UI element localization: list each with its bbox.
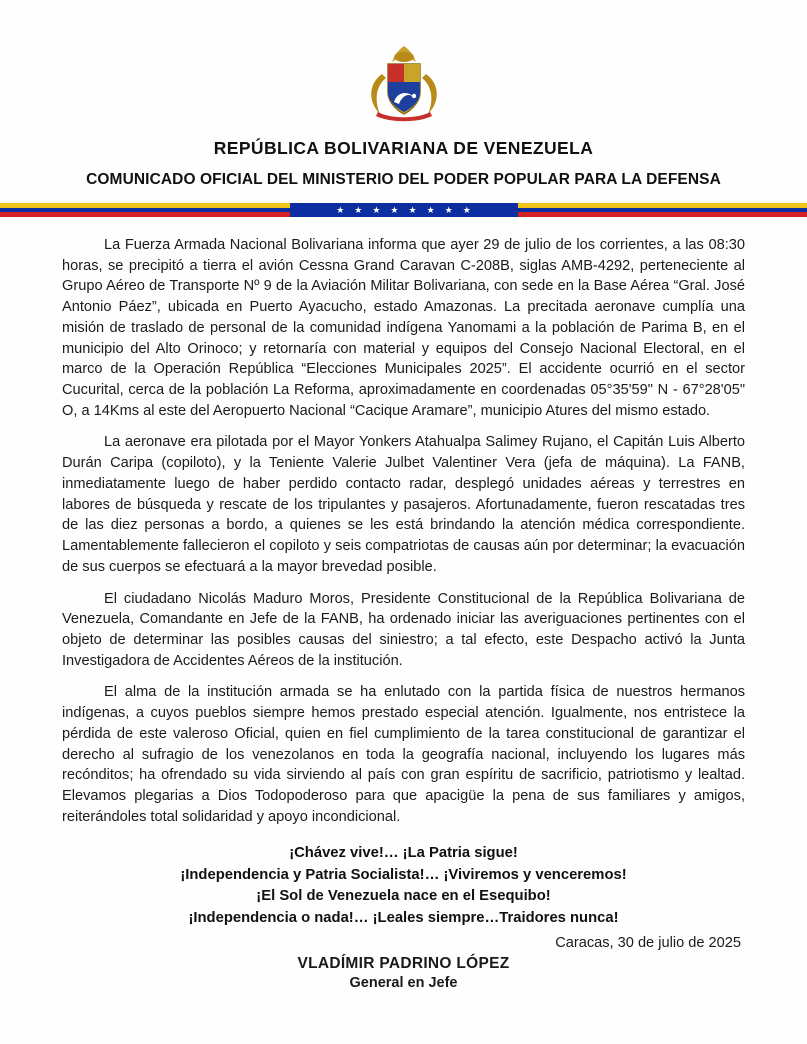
- signature-block: [62, 955, 745, 991]
- signer-rank: General en Jefe: [349, 975, 458, 992]
- star-icon: ★: [444, 204, 453, 215]
- star-icon: ★: [390, 204, 399, 215]
- signer-name: VLADÍMIR PADRINO LÓPEZ: [297, 955, 510, 973]
- slogan-line: ¡El Sol de Venezuela nace en el Esequibo!: [256, 888, 551, 905]
- paragraph: El ciudadano Nicolás Maduro Moros, Presidente Constitucional de la República Bolivariana de Venezuela, Comandante en Jefe de la FANB, ha ordenado iniciar las averiguaciones pertinentes con el objeto de determinar las posibles causas del siniestro; a tal efecto, este Despacho activó la Junta Investigadora de Accidentes Aéreos de la institución.: [62, 590, 745, 669]
- flag-band-stars: [290, 203, 518, 217]
- dateline: Caracas, 30 de julio de 2025: [555, 935, 741, 952]
- star-icon: ★: [336, 204, 345, 215]
- document-header: [0, 138, 807, 189]
- star-icon: ★: [462, 204, 471, 215]
- star-icon: ★: [354, 204, 363, 215]
- star-icon: ★: [426, 204, 435, 215]
- venezuela-coat-of-arms-icon: [358, 40, 450, 126]
- slogan-line: ¡Chávez vive!… ¡La Patria sigue!: [289, 845, 518, 862]
- flag-band-left: [0, 203, 290, 217]
- slogan-line: ¡Independencia y Patria Socialista!… ¡Viviremos y venceremos!: [180, 866, 627, 883]
- flag-band-right: [518, 203, 807, 217]
- slogan-line: ¡Independencia o nada!… ¡Leales siempre…Traidores nunca!: [188, 909, 619, 926]
- paragraph: La Fuerza Armada Nacional Bolivariana informa que ayer 29 de julio de los corrientes, a las 08:30 horas, se precipitó a tierra el avión Cessna Grand Caravan C-208B, siglas AMB-4292, perteneciente al Grupo Aéreo de Transporte Nº 9 de la Aviación Militar Bolivariana, con sede en la Base Aérea “Gral. José Antonio Páez”, ubicada en Puerto Ayacucho, estado Amazonas. La precitada aeronave cumplía una misión de traslado de personal de la comunidad indígena Yanomami a la población de Parima B, en el municipio del Alto Orinoco; y retornaría con material y equipos del Consejo Nacional Electoral, en el marco de la Operación República “Elecciones Municipales 2025”. El accidente ocurrió en el sector Cucurital, cerca de la población La Reforma, aproximadamente en coordenadas 05°35'59" N - 67°28'05" O, a 14Kms al este del Aeropuerto Nacional “Cacique Aramare”, municipio Atures del mismo estado.: [62, 237, 745, 419]
- document-body: [0, 217, 807, 991]
- paragraph: El alma de la institución armada se ha enlutado con la partida física de nuestros hermanos indígenas, a cuyos pueblos siempre hemos prestado especial atención. Igualmente, nos entristece la pérdida de este valeroso Oficial, quien en fiel cumplimiento de la tarea constitucional de garantizar el derecho al sufragio de los venezolanos en toda la geografía nacional, incluyendo los lugares más recónditos; ha ofrendado su vida sirviendo al país con gran espíritu de sacrificio, patriotismo y lealtad. Elevamos plegarias a Dios Todopoderoso para que apacigüe la pena de sus familiares y amigos, reiterándoles total solidaridad y apoyo incondicional.: [62, 684, 745, 825]
- paragraph: La aeronave era pilotada por el Mayor Yonkers Atahualpa Salimey Rujano, el Capitán Luis Alberto Durán Caripa (copiloto), y la Teniente Valerie Julbet Valentiner Vera (jefa de máquina). La FANB, inmediatamente luego de haber perdido contacto radar, desplegó unidades aéreas y terrestres en labores de búsqueda y rescate de los tripulantes y pasajeros. Afortunadamente, fueron rescatadas tres de las diez personas a bordo, a quienes se les está brindando la atención médica correspondiente. Lamentablemente fallecieron el copiloto y seis compatriotas de causas aún por determinar; la evacuación de sus cuerpos se efectuará a la mayor brevedad posible.: [62, 434, 745, 575]
- document-subtitle: COMUNICADO OFICIAL DEL MINISTERIO DEL PODER POPULAR PARA LA DEFENSA: [86, 171, 721, 188]
- slogans-block: [62, 843, 745, 929]
- page-title: REPÚBLICA BOLIVARIANA DE VENEZUELA: [213, 138, 594, 158]
- star-icon: ★: [408, 204, 417, 215]
- crest-container: [0, 0, 807, 126]
- star-icon: ★: [372, 204, 381, 215]
- flag-band: [0, 203, 807, 217]
